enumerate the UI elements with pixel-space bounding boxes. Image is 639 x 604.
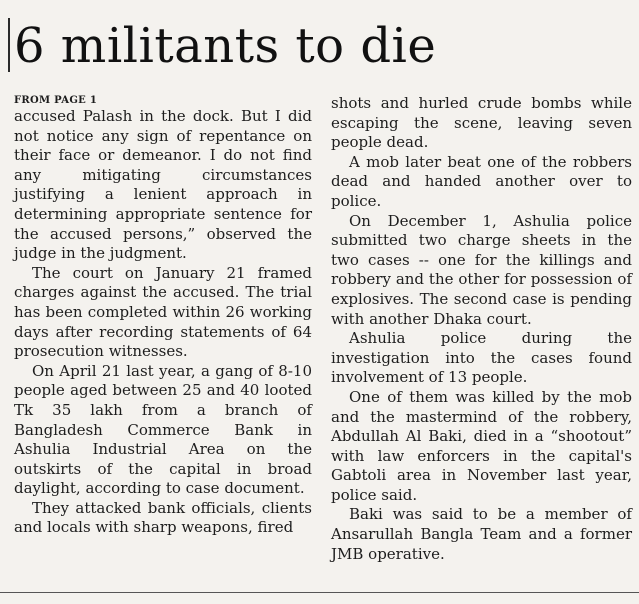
paragraph: On April 21 last year, a gang of 8-10 people aged between 25 and 40 looted Tk 35 lakh from a branch of Bangladesh Commerce Bank in Ashulia Industrial Area on the outskirts of the capital in broad daylight, according to case document. <box>14 361 312 498</box>
paragraph: On December 1, Ashulia police submitted two charge sheets in the two cases -- one for the killings and robbery and the other for possession of explosives. The second case is pending with another Dhaka court. <box>331 211 632 328</box>
jump-line: FROM PAGE 1 <box>14 95 98 106</box>
article-body <box>14 94 634 584</box>
right-column <box>331 94 632 564</box>
paragraph: Ashulia police during the investigation into the cases found involvement of 13 people. <box>331 329 632 387</box>
paragraph: A mob later beat one of the robbers dead and handed another over to police. <box>331 152 632 210</box>
headline-rule <box>8 18 10 72</box>
paragraph: shots and hurled crude bombs while escaping the scene, leaving seven people dead. <box>331 94 632 152</box>
bottom-rule <box>0 592 639 593</box>
left-column <box>14 94 312 538</box>
paragraph: Baki was said to be a member of Ansarullah Bangla Team and a former JMB operative. <box>331 505 632 563</box>
paragraph: The court on January 21 framed charges against the accused. The trial has been completed within 26 working days after recording statements of 64 prosecution witnesses. <box>14 263 312 361</box>
paragraph: One of them was killed by the mob and the mastermind of the robbery, Abdullah Al Baki, died in a “shootout” with law enforcers in the capital's Gabtoli area in November last year, police said. <box>331 387 632 504</box>
paragraph: They attacked bank officials, clients and locals with sharp weapons, fired <box>14 498 312 537</box>
headline: 6 militants to die <box>14 18 437 74</box>
paragraph: accused Palash in the dock. But I did not notice any sign of repentance on their face or demeanor. I do not find any mitigating circumstances justifying a lenient approach in determining appropriate sentence for the accused persons,” observed the judge in the judgment. <box>14 107 312 263</box>
